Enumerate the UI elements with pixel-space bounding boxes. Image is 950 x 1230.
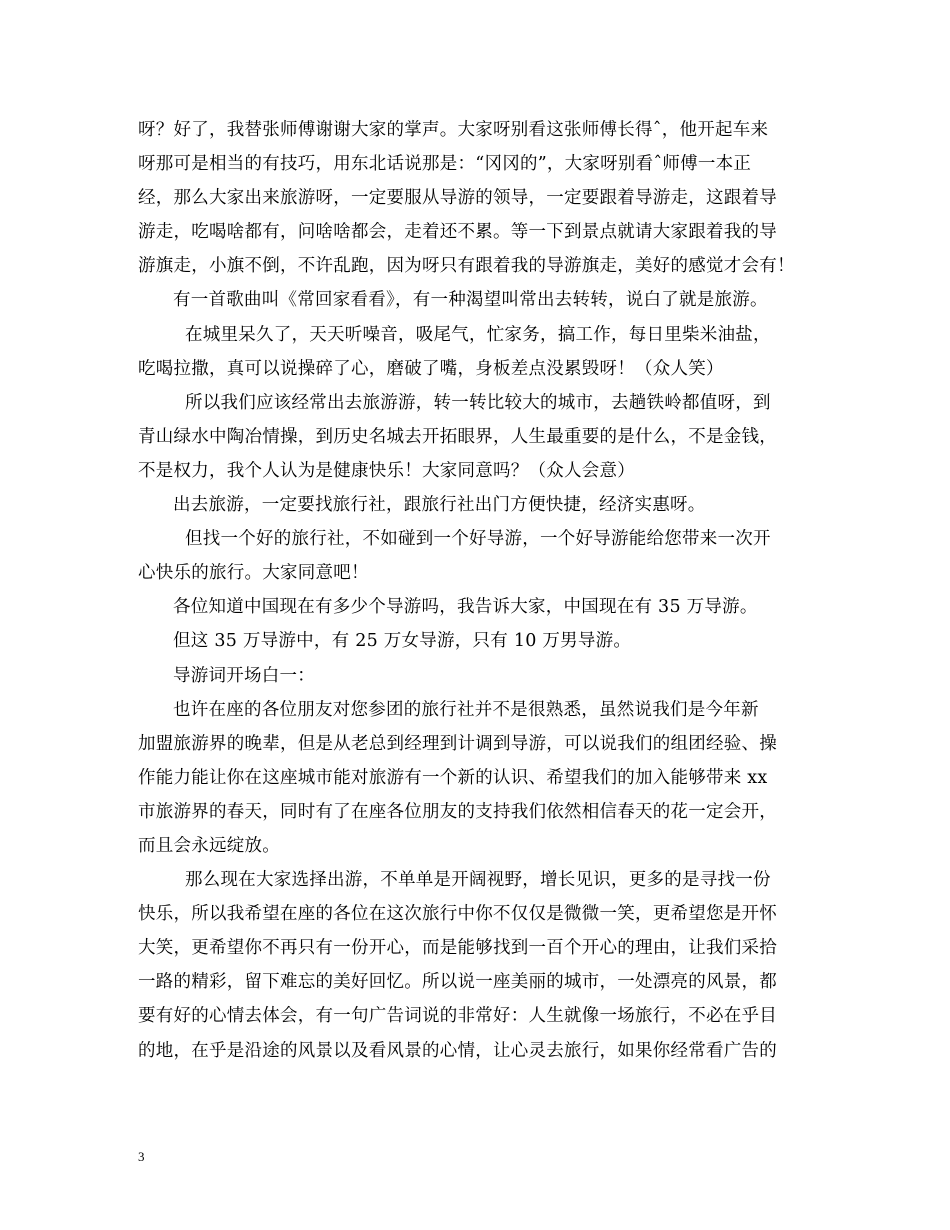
text-line: 大笑，更希望你不再只有一份开心，而是能够找到一百个开心的理由，让我们采拾	[138, 938, 777, 959]
text-line: 的地，在乎是沿途的风景以及看风景的心情，让心灵去旅行，如果你经常看广告的	[138, 1040, 777, 1061]
text-line: 所以我们应该经常出去旅游游，转一转比较大的城市，去趟铁岭都值呀，到	[185, 392, 771, 413]
text-line: 加盟旅游界的晚辈，但是从老总到经理到计调到导游，可以说我们的组团经验、操	[138, 733, 777, 754]
text-line: 那么现在大家选择出游，不单单是开阔视野，增长见识，更多的是寻找一份	[185, 870, 771, 891]
body-text	[138, 113, 828, 1068]
text-line: 游旗走，小旗不倒，不许乱跑，因为呀只有跟着我的导游旗走，美好的感觉才会有！	[138, 256, 795, 277]
text-line: 但这 35 万导游中，有 25 万女导游，只有 10 万男导游。	[173, 631, 632, 652]
text-line: 游走，吃喝啥都有，问啥啥都会，走着还不累。等一下到景点就请大家跟着我的导	[138, 222, 777, 243]
text-line: 要有好的心情去体会，有一句广告词说的非常好：人生就像一场旅行，不必在乎目	[138, 1006, 777, 1027]
text-line: 而且会永远绽放。	[138, 835, 280, 856]
text-line: 也许在座的各位朋友对您参团的旅行社并不是很熟悉，虽然说我们是今年新	[173, 699, 759, 720]
text-line: 作能力能让你在这座城市能对旅游有一个新的认识、希望我们的加入能够带来 xx	[138, 767, 768, 788]
text-line: 心快乐的旅行。大家同意吧！	[138, 563, 369, 584]
text-line: 各位知道中国现在有多少个导游吗，我告诉大家，中国现在有 35 万导游。	[173, 597, 758, 618]
text-line: 经，那么大家出来旅游呀，一定要服从导游的领导，一定要跟着导游走，这跟着导	[138, 188, 777, 209]
text-line: 呀那可是相当的有技巧，用东北话说那是：“冈冈的”，大家呀别看ˆ师傅一本正	[138, 154, 752, 175]
text-line: 吃喝拉撒，真可以说操碎了心，磨破了嘴，身板差点没累毁呀！（众人笑）	[138, 358, 724, 379]
text-line: 市旅游界的春天，同时有了在座各位朋友的支持我们依然相信春天的花一定会开，	[138, 801, 777, 822]
text-line: 呀？好了，我替张师傅谢谢大家的掌声。大家呀别看这张师傅长得ˆ，他开起车来	[138, 120, 769, 140]
page-number: 3	[138, 1149, 145, 1164]
text-line: 出去旅游，一定要找旅行社，跟旅行社出门方便快捷，经济实惠呀。	[173, 495, 706, 516]
text-line: 快乐，所以我希望在座的各位在这次旅行中你不仅仅是微微一笑，更希望您是开怀	[138, 904, 777, 925]
text-line: 一路的精彩，留下难忘的美好回忆。所以说一座美丽的城市，一处漂亮的风景，都	[138, 972, 777, 993]
text-line: 导游词开场白一：	[173, 665, 315, 686]
text-line: 在城里呆久了，天天听噪音，吸尾气，忙家务，搞工作，每日里柴米油盐，	[185, 324, 771, 345]
text-line: 不是权力，我个人认为是健康快乐！大家同意吗？（众人会意）	[138, 460, 635, 481]
text-line: 有一首歌曲叫《常回家看看》，有一种渴望叫常出去转转，说白了就是旅游。	[173, 290, 768, 311]
text-line: 青山绿水中陶冶情操，到历史名城去开拓眼界，人生最重要的是什么，不是金钱，	[138, 426, 777, 447]
text-line: 但找一个好的旅行社，不如碰到一个好导游，一个好导游能给您带来一次开	[185, 529, 771, 550]
